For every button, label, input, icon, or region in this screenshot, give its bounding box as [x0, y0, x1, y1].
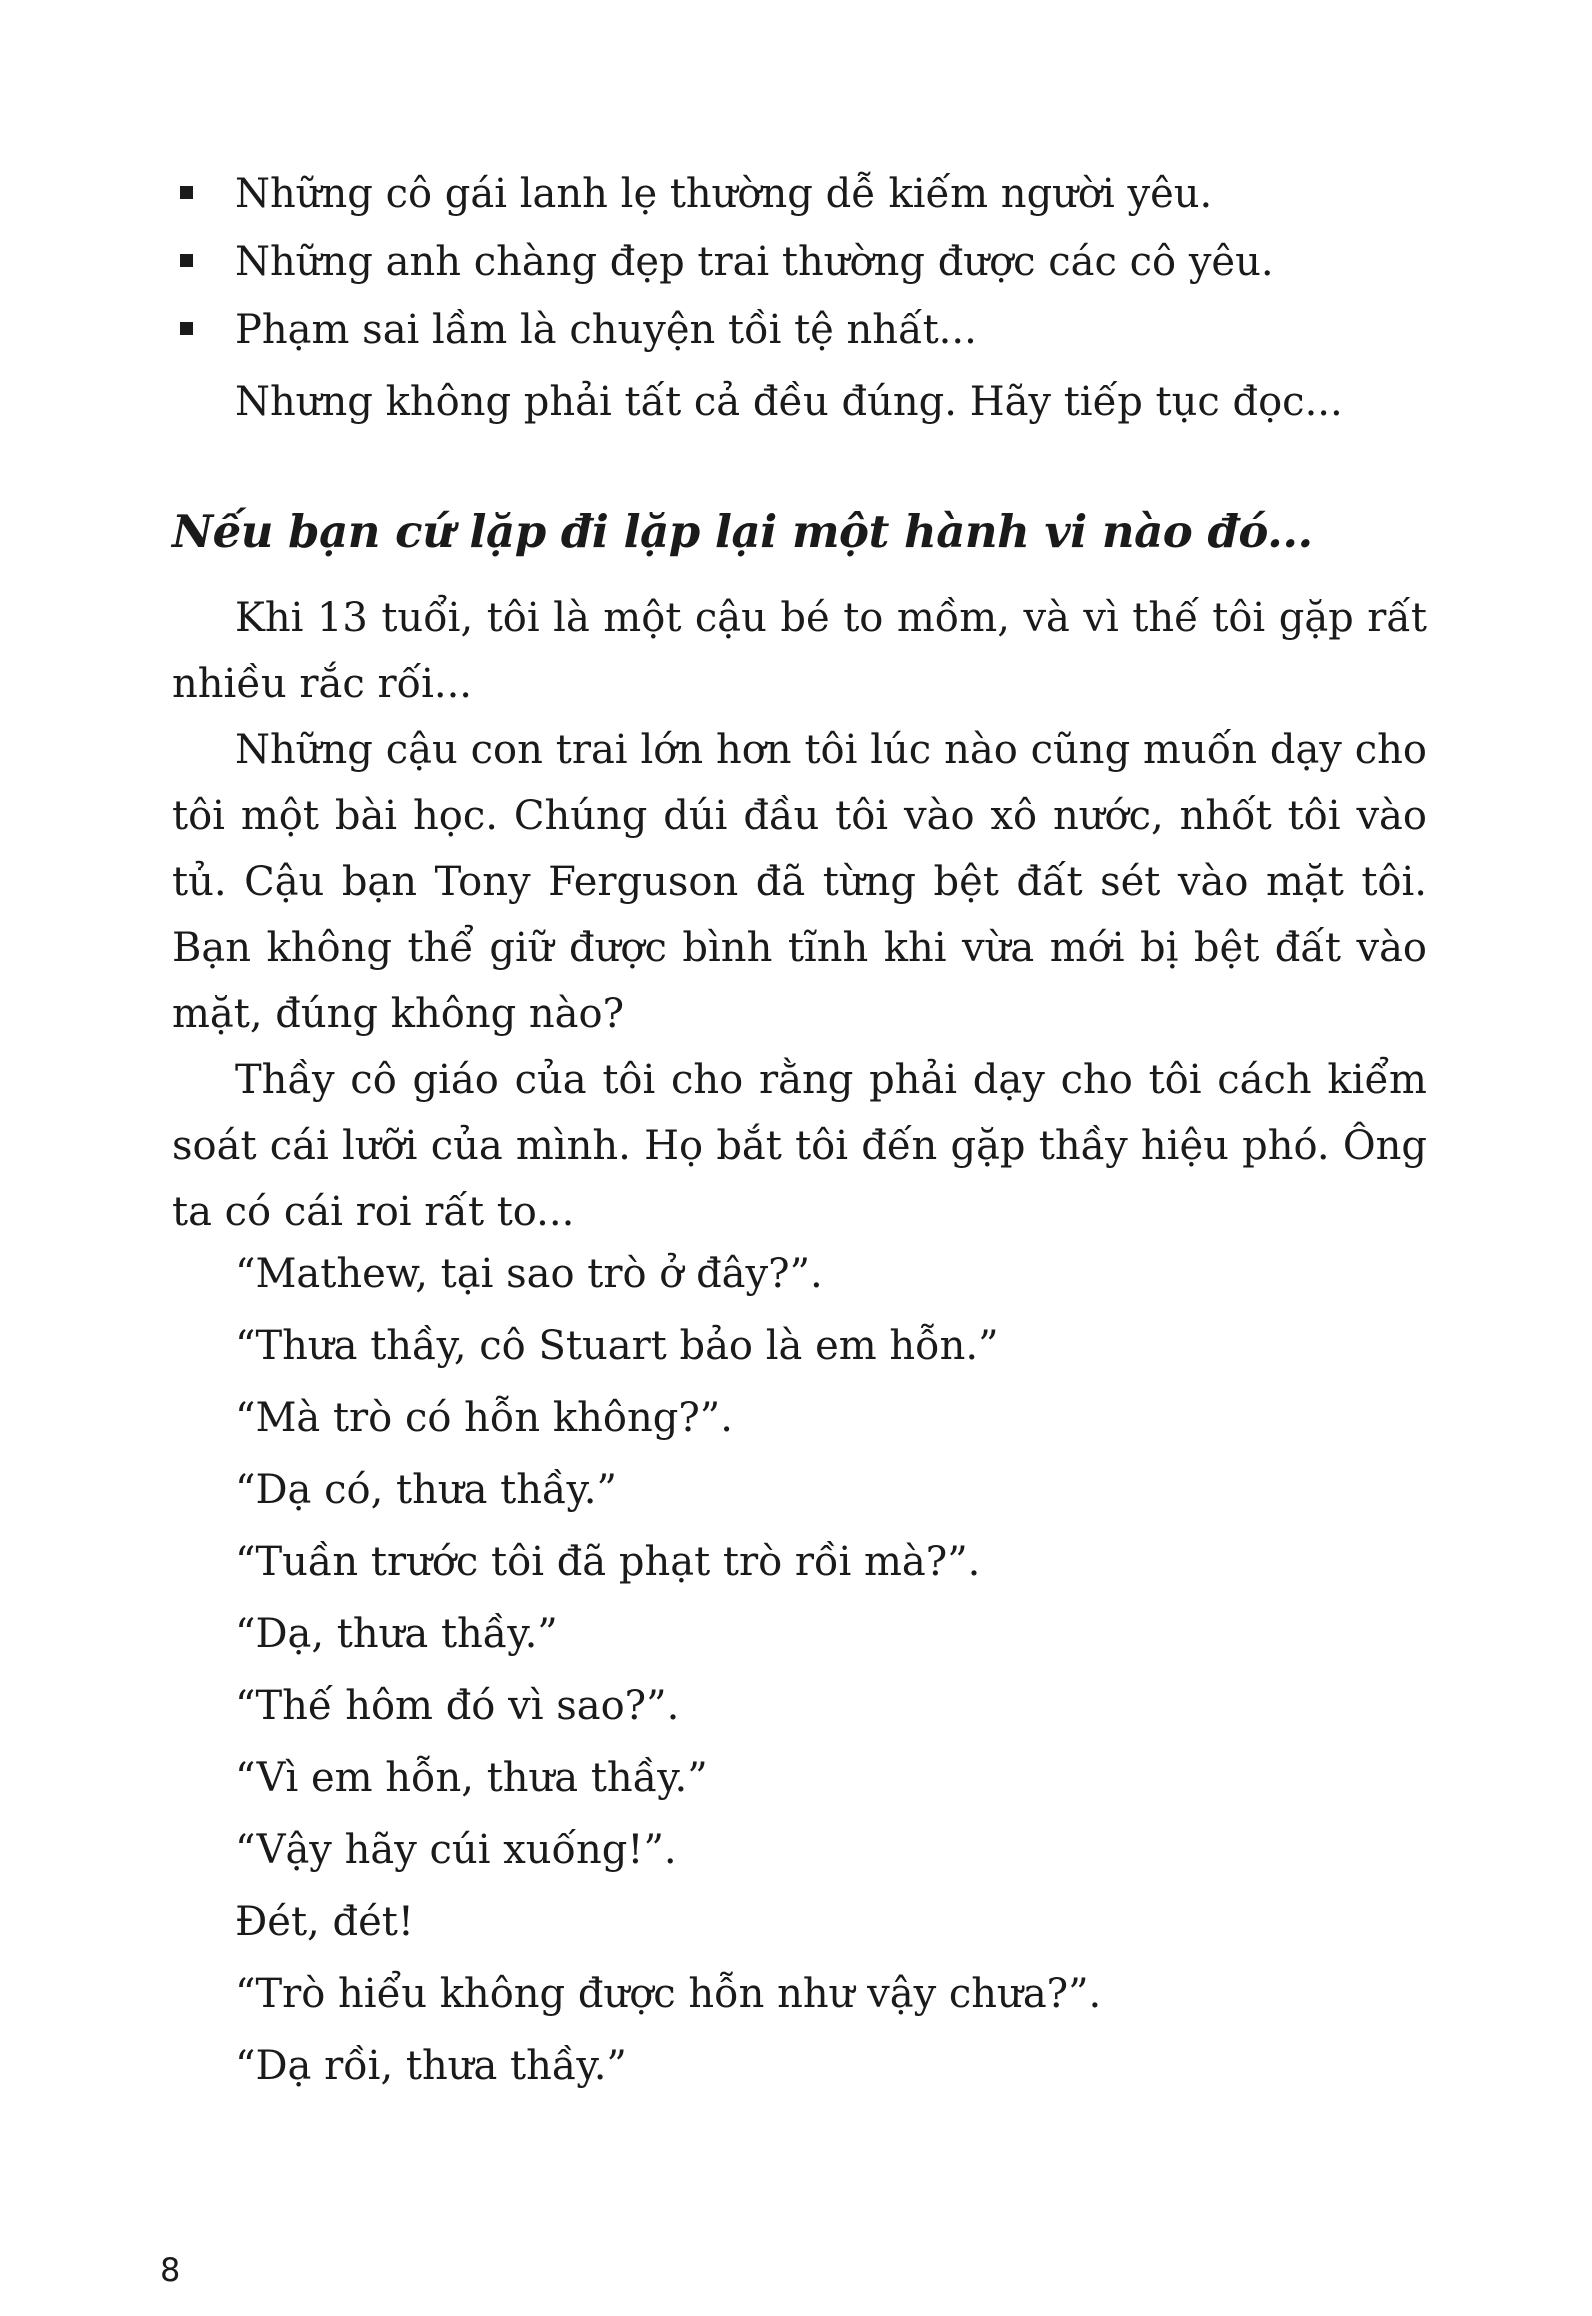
dialogue-line: Đét, đét!	[235, 1899, 414, 1945]
bullet-item	[172, 296, 1422, 364]
dialogue-line: “Vì em hỗn, thưa thầy.”	[235, 1755, 708, 1801]
dialogue-line: “Dạ, thưa thầy.”	[235, 1611, 558, 1657]
dialogue-line: “Tuần trước tôi đã phạt trò rồi mà?”.	[235, 1539, 981, 1585]
paragraph: Khi 13 tuổi, tôi là một cậu bé to mồm, và vì thế tôi gặp rất nhiều rắc rối...	[172, 595, 1427, 707]
paragraph: Những cậu con trai lớn hơn tôi lúc nào cũng muốn dạy cho tôi một bài học. Chúng dúi đầu tôi vào xô nước, nhốt tôi vào tủ. Cậu bạn Tony Ferguson đã từng bệt đất sét vào mặt tôi. Bạn không thể giữ được bình tĩnh khi vừa mới bị bệt đất vào mặt, đúng không nào?	[172, 727, 1427, 1037]
bullet-text: Phạm sai lầm là chuyện tồi tệ nhất...	[235, 307, 977, 353]
dialogue-block	[172, 1238, 1427, 2102]
square-bullet-icon	[180, 322, 193, 335]
bullet-text: Những cô gái lanh lẹ thường dễ kiếm người yêu.	[235, 171, 1213, 217]
square-bullet-icon	[180, 254, 193, 267]
dialogue-line: “Mà trò có hỗn không?”.	[235, 1395, 733, 1441]
dialogue-line: “Dạ rồi, thưa thầy.”	[235, 2043, 627, 2089]
dialogue-line: “Trò hiểu không được hỗn như vậy chưa?”.	[235, 1971, 1102, 2017]
dialogue-line: “Thưa thầy, cô Stuart bảo là em hỗn.”	[235, 1323, 999, 1369]
bullet-item	[172, 228, 1422, 296]
body-text	[172, 585, 1427, 1245]
bullet-continuation: Nhưng không phải tất cả đều đúng. Hãy tiếp tục đọc...	[235, 379, 1343, 425]
dialogue-line: “Dạ có, thưa thầy.”	[235, 1467, 617, 1513]
dialogue-line: “Vậy hãy cúi xuống!”.	[235, 1827, 677, 1873]
dialogue-line: “Thế hôm đó vì sao?”.	[235, 1683, 680, 1729]
section-heading: Nếu bạn cứ lặp đi lặp lại một hành vi nào đó...	[172, 505, 1313, 558]
bullet-text: Những anh chàng đẹp trai thường được các cô yêu.	[235, 239, 1274, 285]
dialogue-line: “Mathew, tại sao trò ở đây?”.	[235, 1251, 823, 1297]
paragraph: Thầy cô giáo của tôi cho rằng phải dạy cho tôi cách kiểm soát cái lưỡi của mình. Họ bắt tôi đến gặp thầy hiệu phó. Ông ta có cái roi rất to...	[172, 1057, 1427, 1235]
square-bullet-icon	[180, 186, 193, 199]
bullet-item	[172, 160, 1422, 228]
page-number: 8	[160, 2251, 181, 2289]
bullet-list	[172, 160, 1422, 364]
